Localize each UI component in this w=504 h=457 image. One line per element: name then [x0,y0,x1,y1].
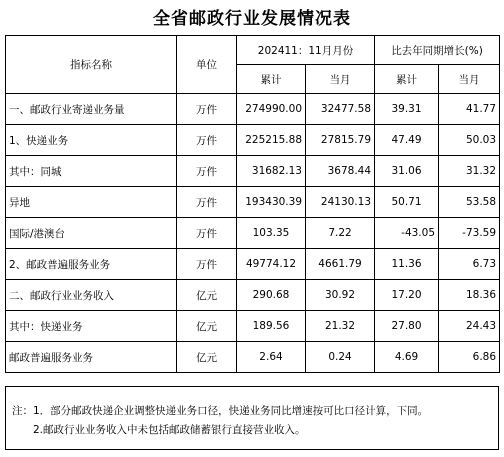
table-row [6,342,500,373]
header-growth: 比去年同期增长(%) [375,36,500,65]
header-indicator: 指标名称 [6,36,177,94]
row-growth-cumulative: 39.31 [375,94,439,125]
row-unit: 万件 [177,125,237,156]
table-row [6,218,500,249]
row-name: 国际/港澳台 [6,218,177,249]
table-row [6,280,500,311]
row-growth-cumulative: 47.49 [375,125,439,156]
row-growth-month: 31.32 [439,156,500,187]
row-month: 21.32 [306,311,375,342]
row-growth-month: 53.58 [439,187,500,218]
note-line-1: 注：1．部分邮政快递企业调整快递业务口径，快递业务同比增速按可比口径计算，下同。 [12,405,429,417]
page-title: 全省邮政行业发展情况表 [153,9,351,29]
row-growth-month: 6.73 [439,249,500,280]
row-month: 32477.58 [306,94,375,125]
row-name: 一、邮政行业寄递业务量 [6,94,177,125]
row-growth-month: 24.43 [439,311,500,342]
row-cumulative: 290.68 [237,280,306,311]
row-unit: 亿元 [177,342,237,373]
row-month: 30.92 [306,280,375,311]
row-growth-cumulative: 31.06 [375,156,439,187]
row-growth-cumulative: 27.80 [375,311,439,342]
row-growth-month: 41.77 [439,94,500,125]
header-growth-cumulative: 累计 [375,65,439,94]
header-period: 202411：11月月份 [237,36,375,65]
header-growth-month: 当月 [439,65,500,94]
row-month: 27815.79 [306,125,375,156]
table-row [6,187,500,218]
row-growth-month: 50.03 [439,125,500,156]
row-month: 0.24 [306,342,375,373]
note-line-2: 2.邮政行业业务收入中未包括邮政储蓄银行直接营业收入。 [33,424,306,436]
row-name: 其中：同城 [6,156,177,187]
header-unit: 单位 [177,36,237,94]
table-notes [5,386,499,450]
row-unit: 亿元 [177,280,237,311]
row-growth-cumulative: 11.36 [375,249,439,280]
row-growth-month: 6.86 [439,342,500,373]
row-name: 1、快递业务 [6,125,177,156]
row-name: 异地 [6,187,177,218]
header-month: 当月 [306,65,375,94]
header-row-1 [6,36,500,65]
row-unit: 万件 [177,94,237,125]
row-growth-cumulative: 4.69 [375,342,439,373]
postal-statistics-table [5,35,500,373]
row-month: 7.22 [306,218,375,249]
header-cumulative: 累计 [237,65,306,94]
row-name: 邮政普遍服务业务 [6,342,177,373]
row-month: 3678.44 [306,156,375,187]
table-row [6,156,500,187]
row-growth-month: 18.36 [439,280,500,311]
table-row [6,125,500,156]
row-cumulative: 193430.39 [237,187,306,218]
row-cumulative: 274990.00 [237,94,306,125]
table-row [6,249,500,280]
row-unit: 万件 [177,249,237,280]
row-cumulative: 31682.13 [237,156,306,187]
row-name: 其中：快递业务 [6,311,177,342]
row-unit: 万件 [177,187,237,218]
row-cumulative: 2.64 [237,342,306,373]
row-unit: 亿元 [177,311,237,342]
row-growth-cumulative: -43.05 [375,218,439,249]
row-name: 2、邮政普遍服务业务 [6,249,177,280]
row-month: 4661.79 [306,249,375,280]
row-growth-month: -73.59 [439,218,500,249]
row-cumulative: 49774.12 [237,249,306,280]
row-name: 二、邮政行业业务收入 [6,280,177,311]
row-cumulative: 225215.88 [237,125,306,156]
row-growth-cumulative: 17.20 [375,280,439,311]
row-unit: 万件 [177,156,237,187]
row-cumulative: 103.35 [237,218,306,249]
row-growth-cumulative: 50.71 [375,187,439,218]
table-row [6,94,500,125]
row-unit: 万件 [177,218,237,249]
table-row [6,311,500,342]
row-cumulative: 189.56 [237,311,306,342]
row-month: 24130.13 [306,187,375,218]
